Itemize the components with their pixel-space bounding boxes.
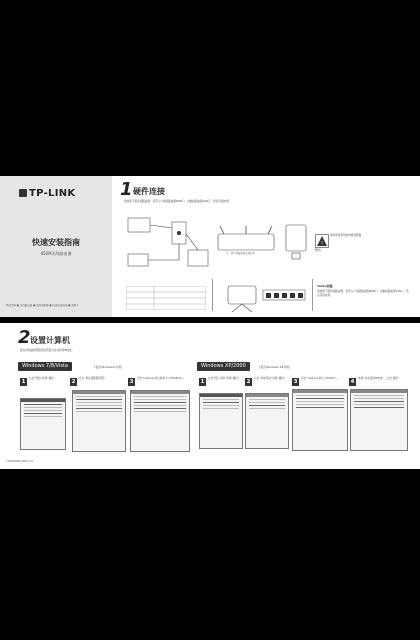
turbo-label: Turbo按键 [317, 284, 333, 288]
guide-title: 快速安装指南 [32, 238, 80, 247]
step2-intro: 建议将电脑的网络连接设置为自动获得IP地址。 [20, 349, 75, 352]
status-table [126, 286, 206, 310]
step1-intro: 请按照下图连接路由器：宽带入户线接路由器WAN口，电脑接路由器LAN口，然后连接电源。 [124, 200, 232, 203]
warning-label: 警告 [315, 248, 322, 252]
xp-step1-badge: 1 [200, 379, 205, 385]
section-divider [212, 279, 213, 311]
xp-step4-badge: 4 [350, 379, 355, 385]
win7-step3-text: 双击“Internet 协议版本 4 (TCP/IPv4)”。 [137, 377, 186, 380]
connection-diagram [124, 214, 224, 280]
ports-illustration [262, 288, 307, 304]
xp-step2-badge: 2 [246, 379, 251, 385]
step1-number: 1 [120, 179, 133, 200]
router-illustration [212, 226, 282, 256]
warning-icon [315, 234, 329, 248]
xp-tcpip-screenshot [292, 389, 348, 451]
package-contents: 物品清单 ● 无线路由器 ● 电源适配器 ● 快速安装指南 ● 保修卡 [6, 304, 79, 307]
win7-step3-badge: 3 [129, 379, 134, 385]
step1-title: 硬件连接 [133, 187, 165, 196]
tab-windowsxp-note: 下面以Windows XP为例。 [258, 365, 292, 369]
win7-tcpip-screenshot [130, 390, 190, 452]
guide-sheet-front [0, 176, 420, 317]
guide-sheet-back [0, 323, 420, 469]
router-side-illustration [222, 284, 262, 314]
guide-subtitle: 450M无线路由器 [40, 251, 72, 256]
tab-windows7-note: 下面以Windows7为例。 [93, 365, 125, 369]
win7-step2-badge: 2 [71, 379, 76, 385]
win7-step1-badge: 1 [21, 379, 26, 385]
warning-text: 请勿使用非原装电源适配器 [330, 234, 362, 237]
xp-places-screenshot [199, 393, 243, 449]
xp-local-connection-screenshot [245, 393, 289, 449]
brand-logo: TP-LINK [19, 188, 75, 199]
xp-step3-text: 双击“Internet 协议 (TCP/IP)”。 [301, 377, 339, 380]
win7-adapter-screenshot [72, 390, 126, 452]
tab-windowsxp[interactable]: Windows XP/2000 [197, 362, 250, 371]
xp-step1-text: 右击“网上邻居”选择“属性”。 [208, 377, 242, 380]
power-adapter-illustration [282, 221, 312, 261]
win7-step1-text: 右击“网络”选择“属性”。 [29, 377, 58, 380]
xp-step4-text: 选择“自动获得IP地址”，点击“确定”。 [358, 377, 403, 380]
svg-text:!: ! [320, 241, 324, 247]
section-divider [312, 279, 313, 311]
win7-step2-text: 点击“更改适配器设置”。 [79, 377, 108, 380]
win7-network-screenshot [20, 398, 66, 450]
xp-step3-badge: 3 [293, 379, 298, 385]
xp-step2-text: 右击“本地连接”选择“属性”。 [254, 377, 288, 380]
document-code: 7103500681 REV1.0.0 [6, 460, 33, 463]
logo-mark-icon [19, 189, 27, 197]
tab-windows7[interactable]: Windows 7/8/Vista [18, 362, 72, 371]
xp-auto-ip-screenshot [350, 389, 408, 451]
turbo-text: 请按照下图连接路由器：宽带入户线接路由器WAN口，电脑接路由器LAN口，然后连接电源。 [317, 290, 409, 297]
step2-number: 2 [18, 327, 31, 348]
diagram-caption: 注：图中设备数量仅供参考 [226, 252, 255, 255]
step2-title: 设置计算机 [30, 336, 70, 345]
